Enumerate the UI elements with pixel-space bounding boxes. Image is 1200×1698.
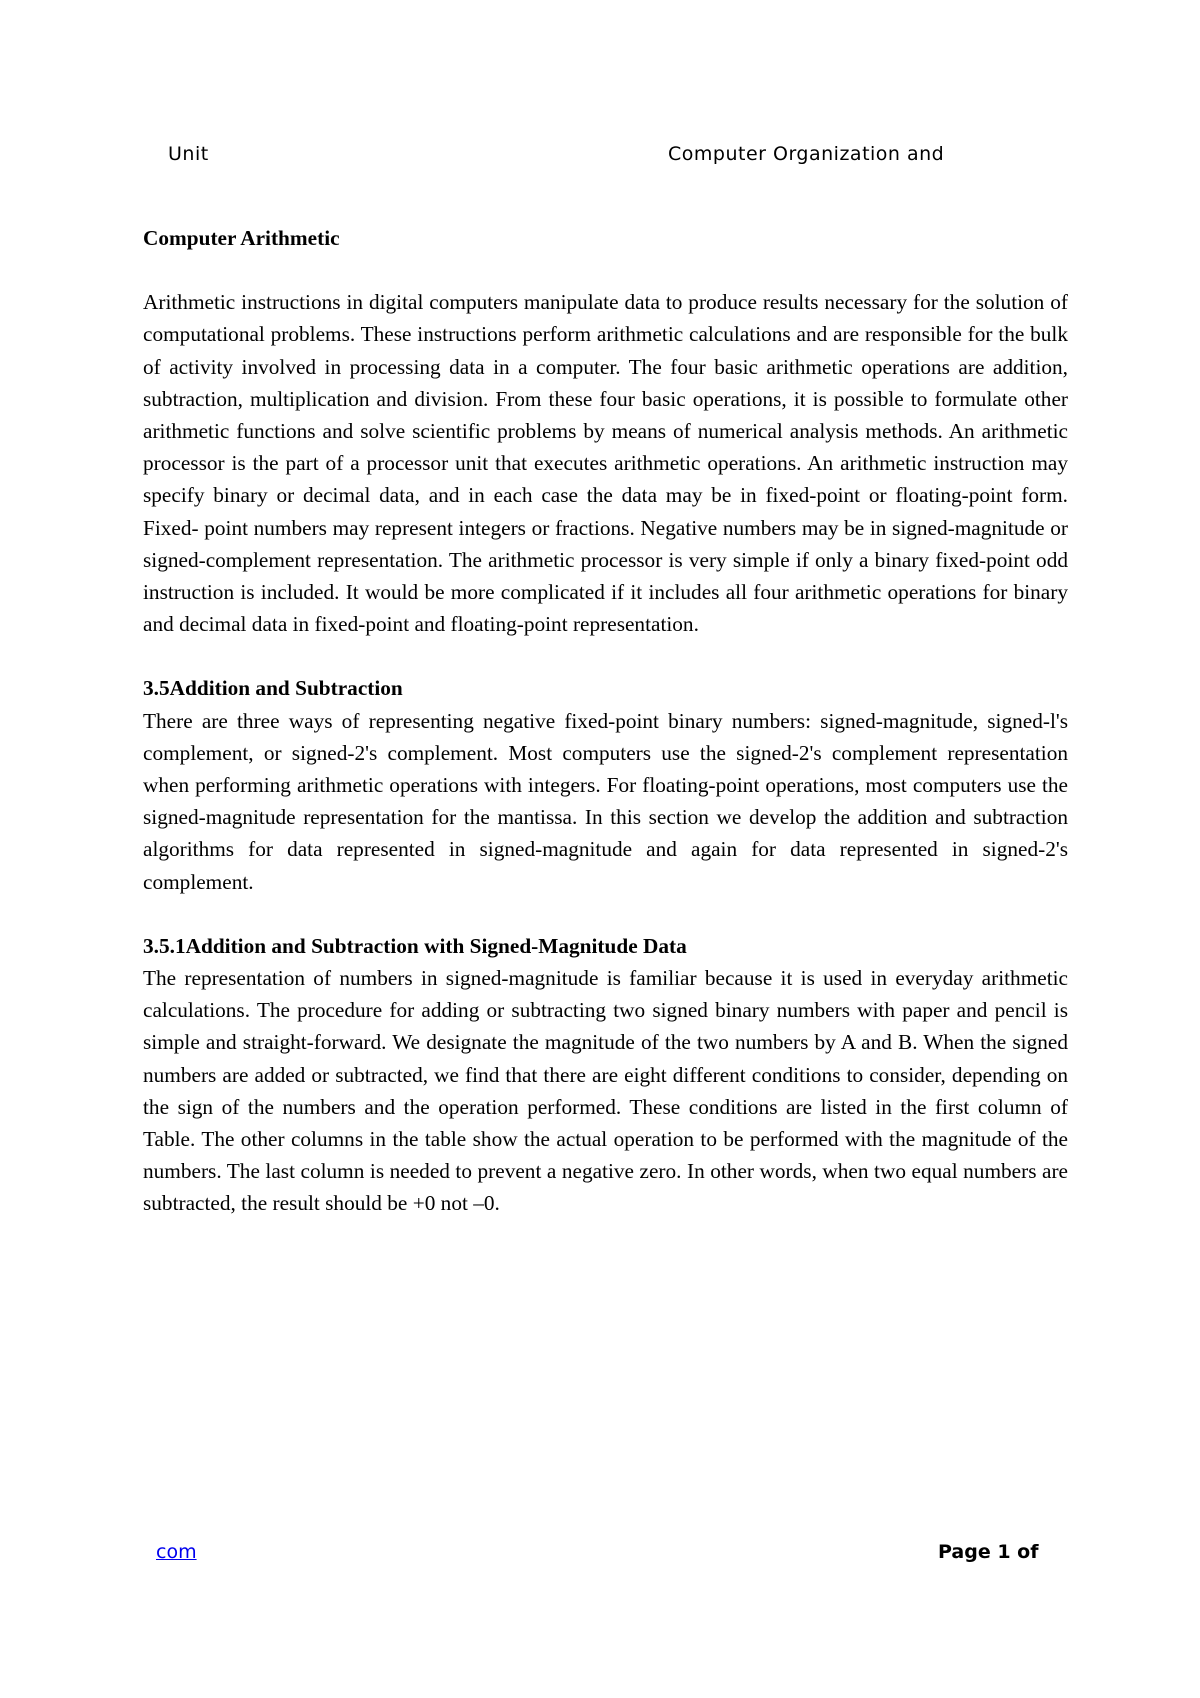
header-course-title: Computer Organization and: [668, 143, 945, 165]
spacer: [143, 640, 1068, 672]
section-paragraph-signed-magnitude: The representation of numbers in signed-magnitude is familiar because it is used in everyday arithmetic calculations. The procedure for adding or subtracting two signed binary numbers with paper and pencil is simple and straight-forward. We designate the magnitude of the two numbers by A and B. When the signed numbers are added or subtracted, we find that there are eight different conditions to consider, depending on the sign of the numbers and the operation performed. These conditions are listed in the first column of Table. The other columns in the table show the actual operation to be performed with the magnitude of the numbers. The last column is needed to prevent a negative zero. In other words, when two equal numbers are subtracted, the result should be +0 not –0.: [143, 966, 1068, 1216]
spacer: [143, 898, 1068, 930]
page-title: Computer Arithmetic: [143, 226, 340, 250]
section-heading-addition-subtraction: 3.5Addition and Subtraction: [143, 676, 403, 701]
document-body: [143, 222, 1068, 1220]
section-heading-signed-magnitude: 3.5.1Addition and Subtraction with Signed-Magnitude Data: [143, 933, 687, 958]
section-paragraph-addition-subtraction: There are three ways of representing negative fixed-point binary numbers: signed-magnitude, signed-l's complement, or signed-2's complement. Most computers use the signed-2's complement representation when performing arithmetic operations with integers. For floating-point operations, most computers use the signed-magnitude representation for the mantissa. In this section we develop the addition and subtraction algorithms for data represented in signed-magnitude and again for data represented in signed-2's complement.: [143, 708, 1068, 894]
header-unit: Unit: [168, 143, 209, 165]
footer-link[interactable]: com: [156, 1541, 197, 1563]
intro-paragraph: Arithmetic instructions in digital computers manipulate data to produce results necessary for the solution of computational problems. These instructions perform arithmetic calculations and are responsible for the bulk of activity involved in processing data in a computer. The four basic arithmetic operations are addition, subtraction, multiplication and division. From these four basic operations, it is possible to formulate other arithmetic functions and solve scientific problems by means of numerical analysis methods. An arithmetic processor is the part of a processor unit that executes arithmetic operations. An arithmetic instruction may specify binary or decimal data, and in each case the data may be in fixed-point or floating-point form. Fixed- point numbers may represent integers or fractions. Negative numbers may be in signed-magnitude or signed-complement representation. The arithmetic processor is very simple if only a binary fixed-point odd instruction is included. It would be more complicated if it includes all four arithmetic operations for binary and decimal data in fixed-point and floating-point representation.: [143, 290, 1068, 637]
page-number: Page 1 of: [938, 1541, 1039, 1563]
